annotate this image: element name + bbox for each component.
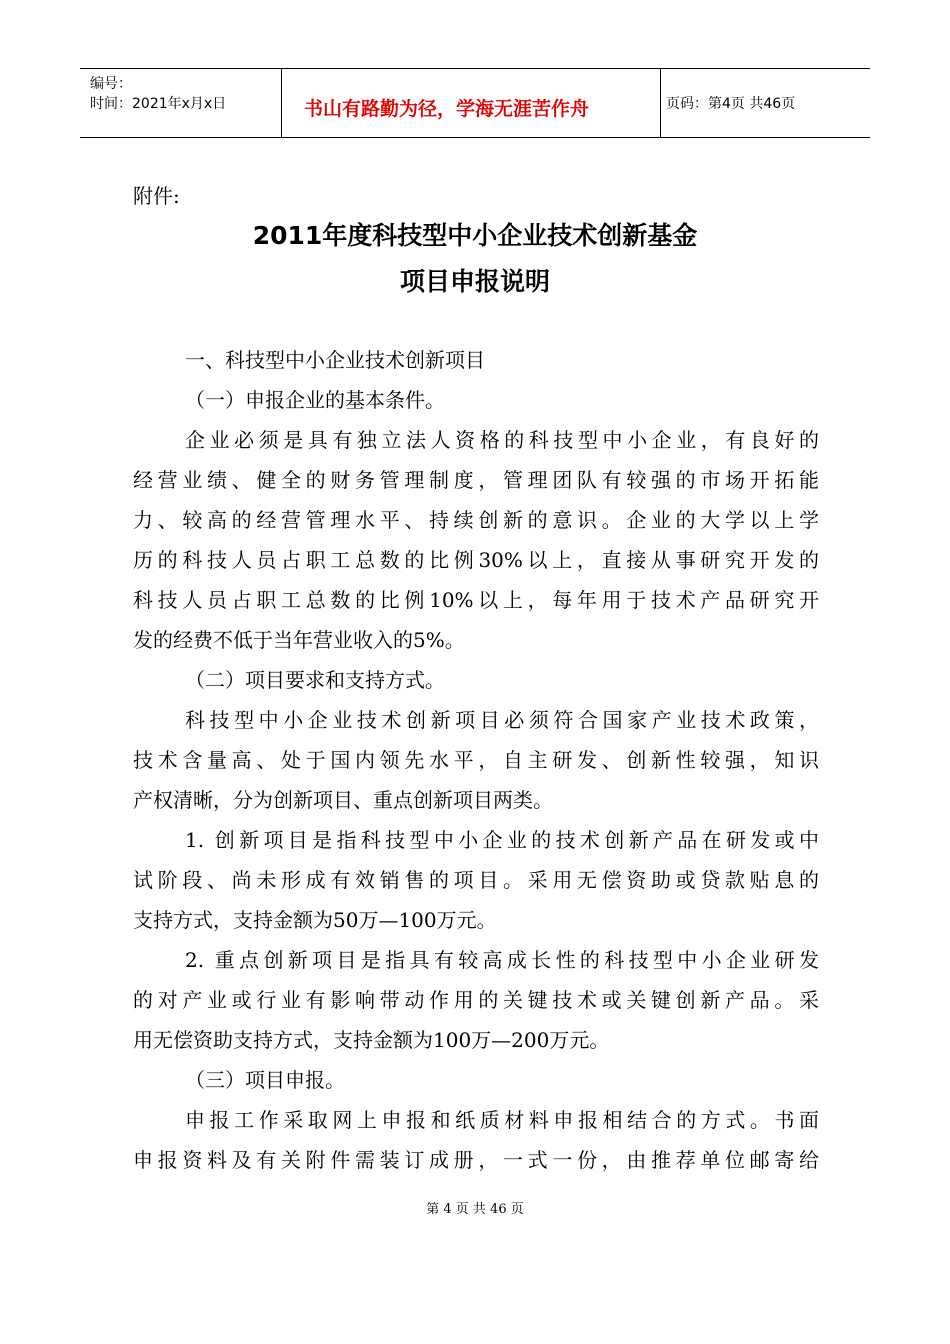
paragraph-line: 科技型中小企业技术创新项目必须符合国家产业技术政策， <box>185 708 819 732</box>
paragraph-line: 发的经费不低于当年营业收入的5%。 <box>133 628 465 652</box>
paragraph-line: 试阶段、尚未形成有效销售的项目。采用无偿资助或贷款贴息的 <box>133 868 819 892</box>
paragraph-line: 历的科技人员占职工总数的比例30%以上，直接从事研究开发的 <box>133 548 819 572</box>
header-right-cell <box>661 69 870 137</box>
document-header-table <box>80 68 870 138</box>
list-item-line: 1. 创新项目是指科技型中小企业的技术创新产品在研发或中 <box>185 828 819 852</box>
header-middle-cell <box>282 69 661 137</box>
paragraph-line: 申报工作采取网上申报和纸质材料申报相结合的方式。书面 <box>185 1108 819 1132</box>
paragraph-line: 申报资料及有关附件需装订成册，一式一份，由推荐单位邮寄给 <box>133 1148 819 1172</box>
subsection-heading-1: （一）申报企业的基本条件。 <box>185 388 445 412</box>
header-motto: 书山有路勤为径，学海无涯苦作舟 <box>304 98 590 120</box>
attachment-label: 附件: <box>133 184 180 208</box>
paragraph-line: 科技人员占职工总数的比例10%以上，每年用于技术产品研究开 <box>133 588 819 612</box>
paragraph-line: 力、较高的经营管理水平、持续创新的意识。企业的大学以上学 <box>133 508 819 532</box>
subsection-heading-2: （二）项目要求和支持方式。 <box>185 668 445 692</box>
paragraph-line: 技术含量高、处于国内领先水平，自主研发、创新性较强，知识 <box>133 748 819 772</box>
paragraph-line: 产权清晰，分为创新项目、重点创新项目两类。 <box>133 788 553 812</box>
subsection-heading-3: （三）项目申报。 <box>185 1068 345 1092</box>
document-title-line-2: 项目申报说明 <box>399 267 550 296</box>
header-left-cell <box>80 69 282 137</box>
paragraph-line: 支持方式，支持金额为50万—100万元。 <box>133 908 497 932</box>
paragraph-line: 的对产业或行业有影响带动作用的关键技术或关键创新产品。采 <box>133 988 819 1012</box>
paragraph-line: 企业必须是具有独立法人资格的科技型中小企业，有良好的 <box>185 428 819 452</box>
document-title-line-1: 2011年度科技型中小企业技术创新基金 <box>252 221 698 250</box>
section-heading-1: 一、科技型中小企业技术创新项目 <box>185 348 485 372</box>
document-date-label: 时间：2021年x月x日 <box>90 96 227 112</box>
header-page-info: 页码：第4页 共46页 <box>666 96 796 112</box>
page-footer: 第 4 页 共 46 页 <box>426 1202 524 1217</box>
list-item-line: 2. 重点创新项目是指具有较高成长性的科技型中小企业研发 <box>185 948 819 972</box>
paragraph-line: 用无偿资助支持方式，支持金额为100万—200万元。 <box>133 1028 610 1052</box>
paragraph-line: 经营业绩、健全的财务管理制度，管理团队有较强的市场开拓能 <box>133 468 819 492</box>
document-number-label: 编号： <box>90 76 132 92</box>
